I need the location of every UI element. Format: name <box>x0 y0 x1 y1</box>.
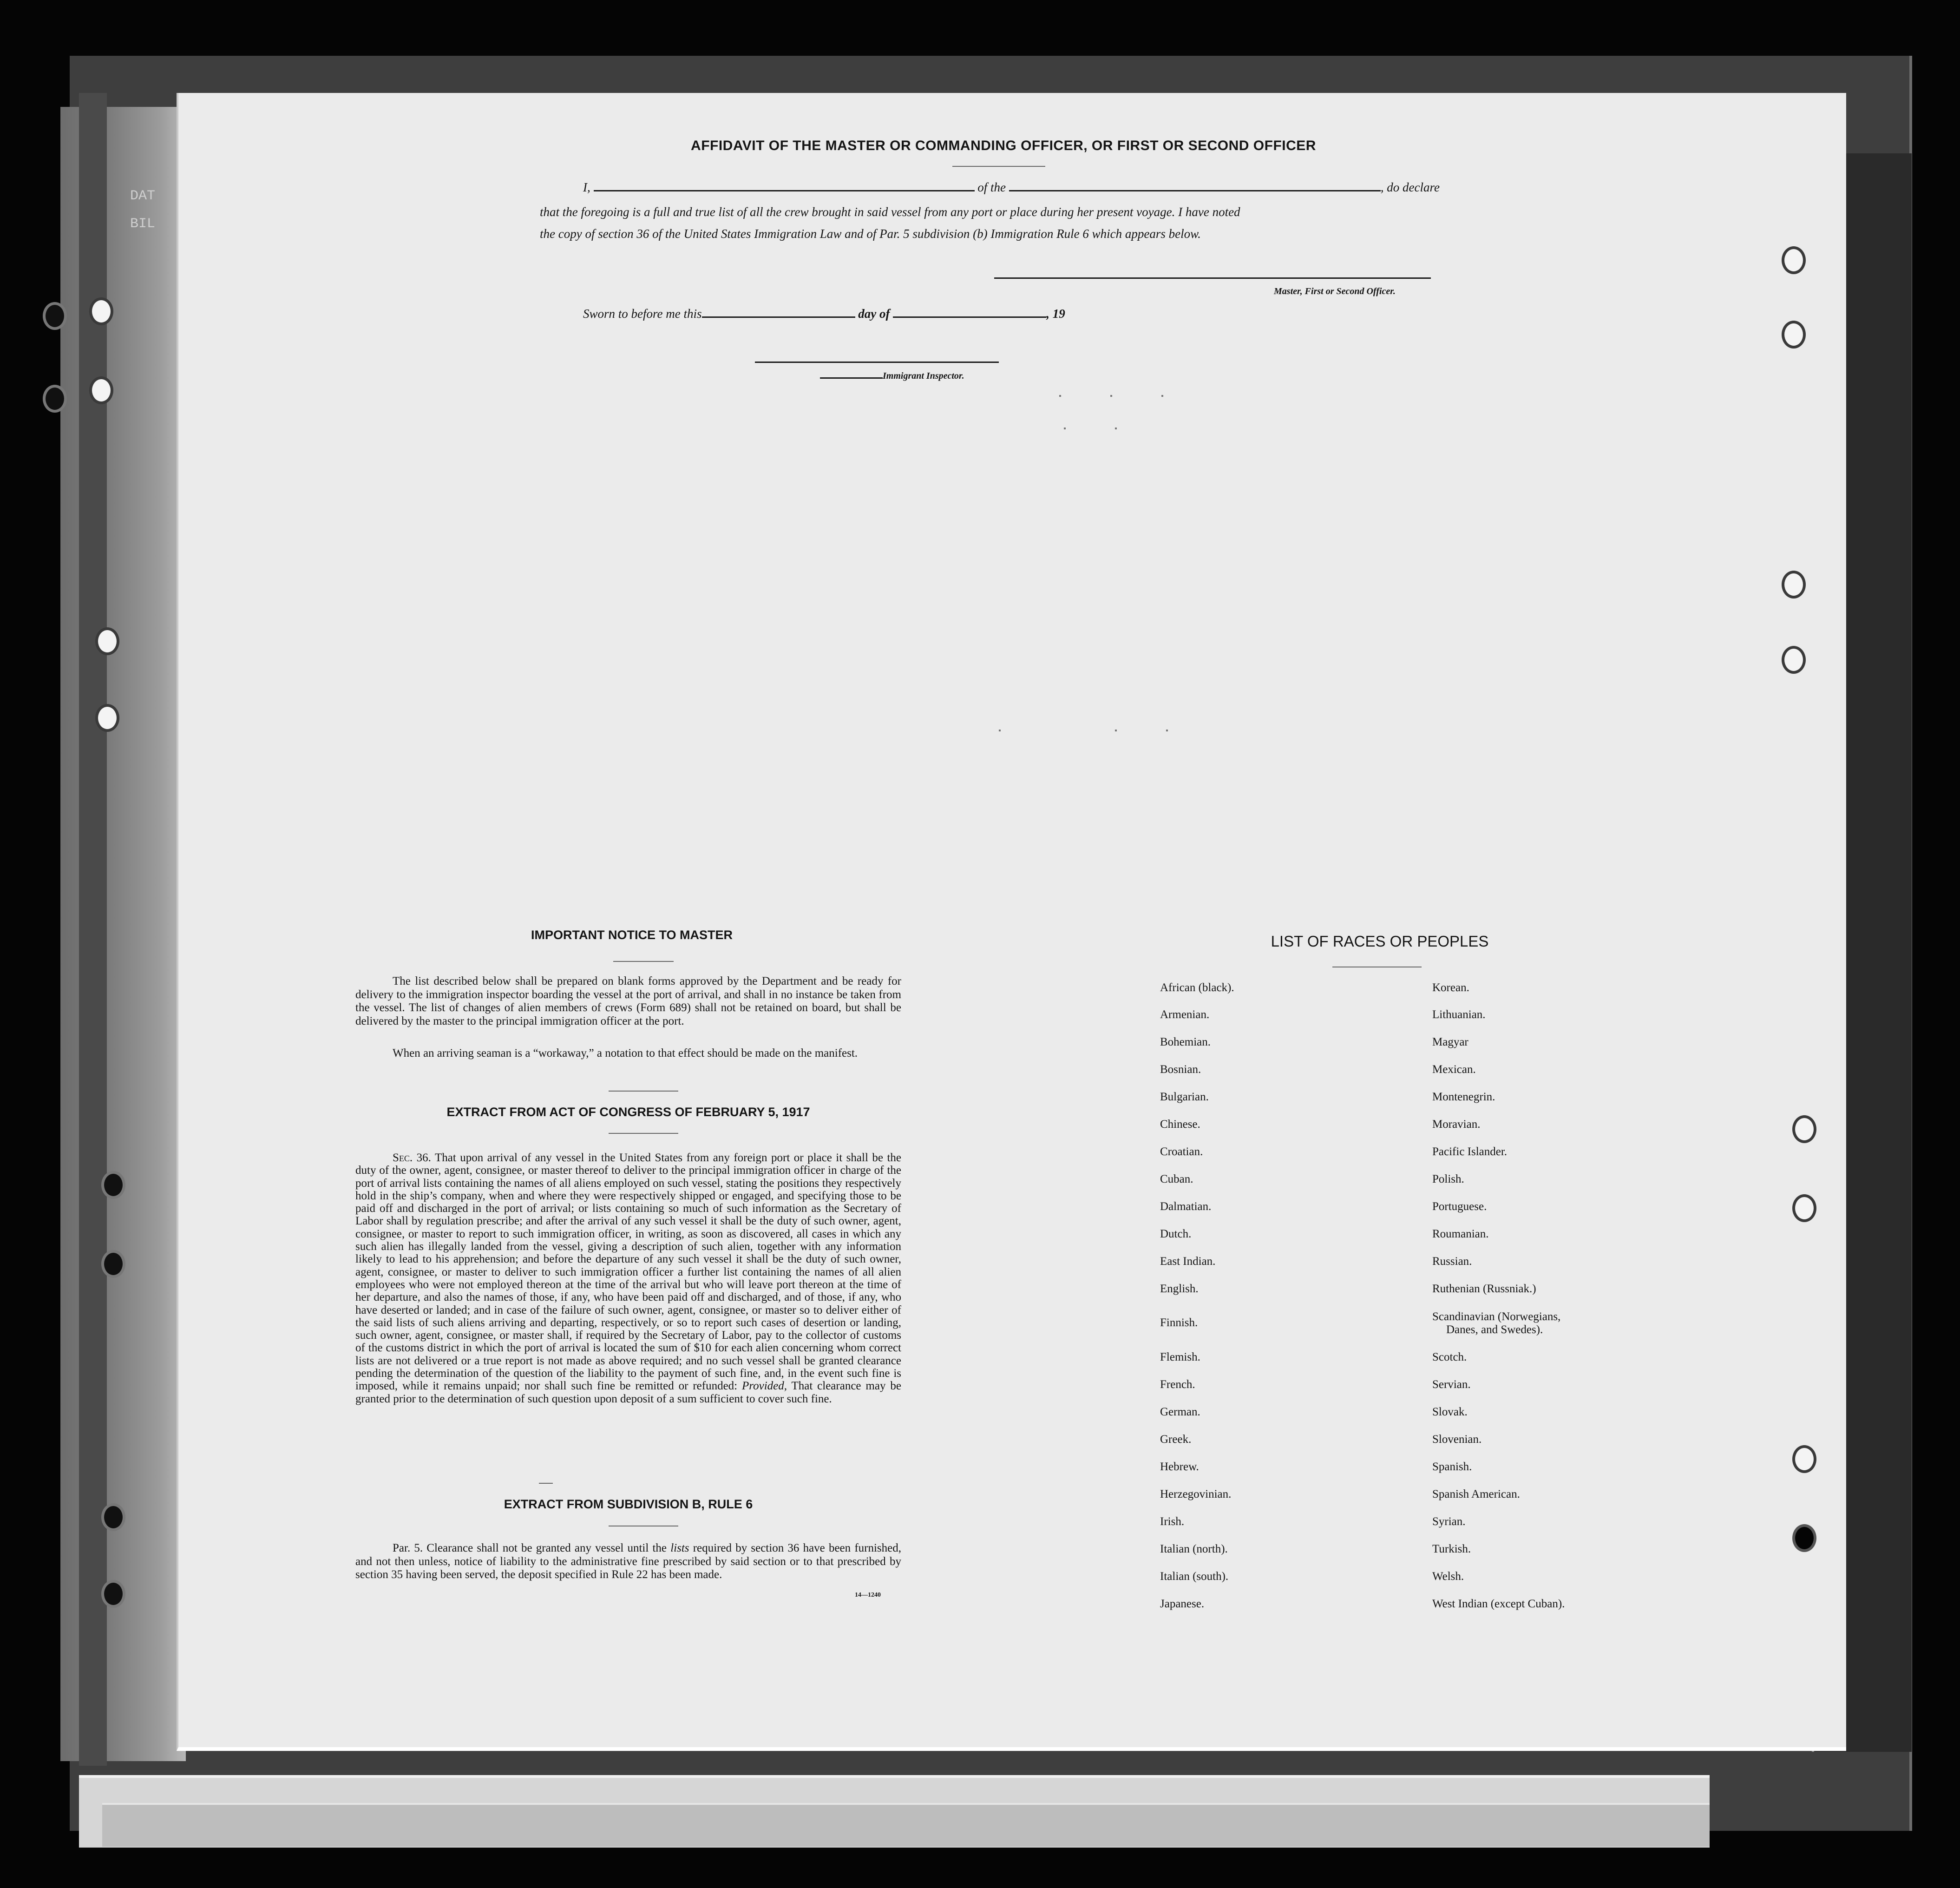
race-item: Magyar <box>1432 1036 1468 1048</box>
race-item: Croatian. <box>1160 1145 1203 1158</box>
affidavit-do-declare: , do declare <box>1380 180 1440 194</box>
notice-paragraph-2: When an arriving seaman is a “workaway,” a notation to that effect should be made on the manifest. <box>393 1047 858 1059</box>
race-item: Bohemian. <box>1160 1036 1211 1048</box>
race-item: Dutch. <box>1160 1228 1192 1240</box>
extract-act-title: EXTRACT FROM ACT OF CONGRESS OF FEBRUARY 5, 1917 <box>446 1105 810 1119</box>
master-signature-line <box>994 277 1431 279</box>
rule-6-text-end: required by section 36 have been furnished, and not then unless, notice of liability to the administrative fine prescribed by said section or to that prescribed by section 35 having been served, the deposit specified in Rule 22 has been made. <box>355 1542 901 1581</box>
race-item: Montenegrin. <box>1432 1091 1495 1103</box>
race-item: Portuguese. <box>1432 1200 1487 1213</box>
speck <box>1166 730 1168 731</box>
binder-hole <box>101 1580 125 1608</box>
master-signature-label: Master, First or Second Officer. <box>1274 286 1396 296</box>
affidavit-of-the: of the <box>977 180 1006 194</box>
form-number: 14—1240 <box>855 1592 881 1599</box>
race-item: West Indian (except Cuban). <box>1432 1598 1565 1610</box>
rule-6-text-start: Par. 5. Clearance shall not be granted any vessel until the <box>393 1542 667 1554</box>
affidavit-line-2: that the foregoing is a full and true list of all the crew brought in said vessel from any port or place during her present voyage. I have noted <box>540 205 1240 219</box>
race-item: German. <box>1160 1406 1200 1418</box>
binder-hole <box>95 627 119 655</box>
rule-6-paragraph <box>355 1542 901 1582</box>
binder-hole <box>101 1250 125 1278</box>
race-item: Ruthenian (Russniak.) <box>1432 1283 1536 1295</box>
race-item: Pacific Islander. <box>1432 1145 1508 1158</box>
race-item: Hebrew. <box>1160 1460 1199 1473</box>
section-36-label: Sec. 36. <box>393 1151 431 1164</box>
race-item: Finnish. <box>1160 1316 1198 1329</box>
speck <box>999 730 1001 731</box>
binder-hole <box>101 1503 125 1531</box>
binder-hole <box>1782 646 1806 674</box>
sworn-day-of: day of <box>858 307 890 321</box>
notice-divider-2 <box>609 1091 678 1092</box>
affidavit-line-3: the copy of section 36 of the United States Immigration Law and of Par. 5 subdivision (b) Immigration Rule 6 which appears below. <box>540 227 1201 241</box>
speck <box>1064 428 1066 429</box>
sworn-prefix: Sworn to before me this <box>583 307 702 321</box>
notice-paragraph-1: The list described below shall be prepared on blank forms approved by the Department and be ready for delivery to the immigration inspector boarding the vessel at the port of arrival, and shall in no instance be taken from the vessel. The list of changes of alien members of crews (Form 689) shall not be retained on board, but shall be delivered by the master to the principal immigration officer at the port. <box>355 975 901 1027</box>
race-item: Servian. <box>1432 1378 1471 1391</box>
speck <box>1161 395 1163 397</box>
title-divider <box>952 166 1045 167</box>
race-item: Mexican. <box>1432 1063 1476 1076</box>
race-item: Greek. <box>1160 1433 1192 1446</box>
affidavit-line-1 <box>583 180 1440 195</box>
race-item: Polish. <box>1432 1173 1464 1185</box>
binder-hole <box>43 385 67 413</box>
race-item-continued: Danes, and Swedes). <box>1446 1323 1543 1336</box>
race-item: Italian (north). <box>1160 1543 1228 1555</box>
speck <box>1059 395 1061 397</box>
binder-hole <box>1792 1524 1816 1552</box>
race-item: Scandinavian (Norwegians, <box>1432 1310 1561 1323</box>
race-item: Slovak. <box>1432 1406 1468 1418</box>
margin-text-bil: BIL <box>130 216 156 232</box>
binder-hole <box>101 1171 125 1199</box>
binder-hole <box>43 302 67 330</box>
section-36-provided: Provided, <box>742 1380 787 1393</box>
race-item: Russian. <box>1432 1255 1472 1268</box>
inspector-label: Immigrant Inspector. <box>820 371 964 382</box>
rule-6-lists: lists <box>670 1542 689 1554</box>
section-36-text-end: That clearance may be granted prior to the determination of such question upon deposit of a sum sufficient to cover such fine. <box>355 1380 901 1405</box>
section-36-text: That upon arrival of any vessel in the United States from any foreign port or place it shall be the duty of the owner, agent, consignee, or master thereof to deliver to the principal immigration officer in charge of the port of arrival lists containing the names of all aliens employed on such vessel, stating the positions they respectively hold in the ship’s company, when and where they were respectively shipped or engaged, and specifying those to be paid off and discharged in the port of arrival; or lists containing so much of such information as the Secretary of Labor shall by regulation prescribe; and after the arrival of any such vessel it shall be the duty of such owner, agent, consignee, or master to report to such immigration officer, in writing, as soon as discovered, all cases in which any such alien has illegally landed from the vessel, giving a description of such alien, together with any information likely to lead to his apprehension; and before the departure of any such vessel it shall be the duty of such owner, agent, consignee, or master to deliver to such immigration officer a further list containing the names of all alien employees who were not employed thereon at the time of the arrival but who will leave port thereon at the time of her departure, and also the names of those, if any, who have been paid off and discharged, and of those, if any, who have deserted or landed; and in case of the failure of such owner, agent, consignee, or master so to deliver either of the said lists of such aliens arriving and departing, respectively, or so to report such cases of desertion or landing, such owner, agent, consignee, or master shall, if required by the Secretary of Labor, pay to the collector of customs of the customs district in which the port of arrival is located the sum of $10 for each alien concerning whom correct lists are not delivered or a true report is not made as above required; and no such vessel shall be granted clearance pending the determination of the question of the liability to the payment of such fine, and, in the event such fine is imposed, while it remains unpaid; nor shall such fine be remitted or refunded: <box>355 1151 902 1393</box>
race-item: Spanish. <box>1432 1460 1472 1473</box>
race-item: Irish. <box>1160 1515 1185 1528</box>
speck <box>1115 730 1117 731</box>
affidavit-title: AFFIDAVIT OF THE MASTER OR COMMANDING OFFICER, OR FIRST OR SECOND OFFICER <box>691 138 1316 153</box>
race-item: French. <box>1160 1378 1195 1391</box>
extract-act-divider <box>609 1133 678 1134</box>
race-item: Chinese. <box>1160 1118 1200 1131</box>
affidavit-i: I, <box>583 180 590 194</box>
race-item: Scotch. <box>1432 1351 1467 1363</box>
race-item: Japanese. <box>1160 1598 1205 1610</box>
races-title: LIST OF RACES OR PEOPLES <box>1271 933 1489 950</box>
race-item: African (black). <box>1160 981 1234 994</box>
race-item: Dalmatian. <box>1160 1200 1212 1213</box>
binder-hole <box>1792 1115 1816 1143</box>
binder-hole <box>1792 1194 1816 1222</box>
race-item: Italian (south). <box>1160 1570 1229 1583</box>
notice-title: IMPORTANT NOTICE TO MASTER <box>531 928 733 942</box>
race-item: Spanish American. <box>1432 1488 1520 1500</box>
binder-hole <box>89 297 113 325</box>
binder-hole <box>1792 1445 1816 1473</box>
race-item: East Indian. <box>1160 1255 1216 1268</box>
race-item: Slovenian. <box>1432 1433 1482 1446</box>
back-sheet-bottom-edge-2 <box>102 1803 1710 1847</box>
sworn-year: , 19 <box>1046 307 1065 321</box>
inspector-signature-line <box>755 362 999 363</box>
race-item: Welsh. <box>1432 1570 1464 1583</box>
race-item: English. <box>1160 1283 1199 1295</box>
section-36-paragraph <box>355 1151 901 1405</box>
race-item: Roumanian. <box>1432 1228 1489 1240</box>
race-item: Bulgarian. <box>1160 1091 1209 1103</box>
notice-divider <box>613 961 674 962</box>
binder-hole <box>1782 246 1806 274</box>
margin-text-dat: DAT <box>130 188 156 204</box>
race-item: Lithuanian. <box>1432 1008 1486 1021</box>
race-item: Bosnian. <box>1160 1063 1201 1076</box>
race-item: Korean. <box>1432 981 1469 994</box>
extract-rule-title: EXTRACT FROM SUBDIVISION B, RULE 6 <box>504 1497 753 1511</box>
race-item: Moravian. <box>1432 1118 1481 1131</box>
speck <box>1110 395 1112 397</box>
race-item: Herzegovinian. <box>1160 1488 1232 1500</box>
binder-hole <box>95 704 119 732</box>
extract-rule-mark <box>539 1483 553 1484</box>
race-item: Cuban. <box>1160 1173 1193 1185</box>
binder-hole <box>1782 321 1806 349</box>
sworn-line <box>583 307 1065 321</box>
binder-hole <box>89 376 113 404</box>
race-item: Syrian. <box>1432 1515 1466 1528</box>
binder-hole <box>1782 571 1806 599</box>
speck <box>1115 428 1117 429</box>
race-item: Flemish. <box>1160 1351 1200 1363</box>
race-item: Turkish. <box>1432 1543 1471 1555</box>
race-item: Armenian. <box>1160 1008 1210 1021</box>
